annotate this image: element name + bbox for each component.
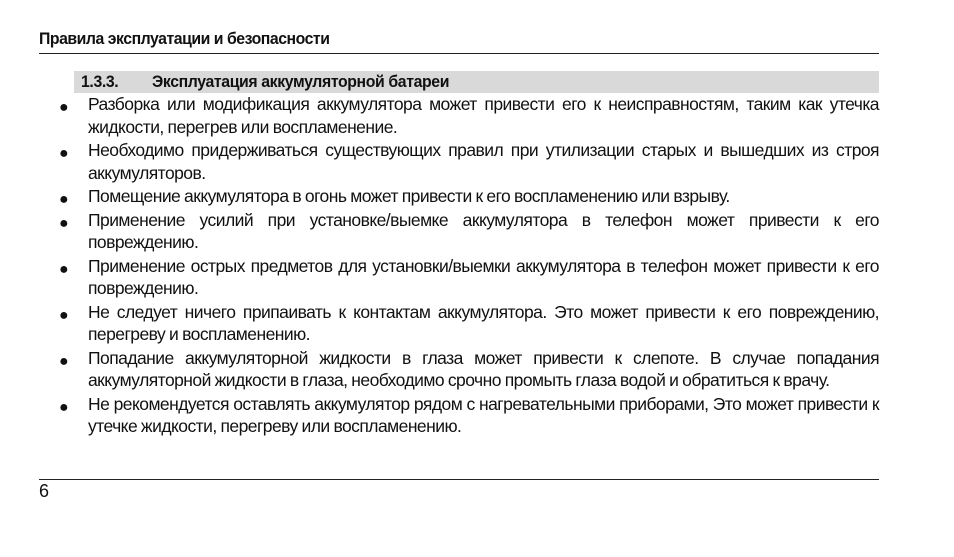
list-item-text: Помещение аккумулятора в огонь может привести к его воспламенению или взрыву. bbox=[88, 186, 730, 206]
list-item-text: Разборка или модификация аккумулятора может привести его к неисправностям, таким как утечка жидкости, перегрев или воспламенение. bbox=[88, 94, 879, 137]
section-heading bbox=[74, 71, 879, 93]
page-header-title: Правила эксплуатации и безопасности bbox=[39, 29, 330, 48]
bullet-icon: ● bbox=[59, 214, 69, 232]
page-header bbox=[39, 29, 879, 54]
list-item bbox=[57, 393, 879, 438]
bullet-list bbox=[57, 93, 879, 439]
section-title: Эксплуатация аккумуляторной батареи bbox=[152, 72, 450, 91]
page-footer bbox=[39, 479, 879, 501]
list-item bbox=[57, 185, 879, 208]
list-item bbox=[57, 301, 879, 346]
list-item bbox=[57, 347, 879, 392]
list-item-text: Не следует ничего припаивать к контактам аккумулятора. Это может привести к его повреждению, перегреву и воспламенению. bbox=[88, 301, 879, 344]
list-item-text: Попадание аккумуляторной жидкости в глаза может привести к слепоте. В случае попадания аккумуляторной жидкости в глаза, необходимо срочно промыть глаза водой и обратиться к врачу. bbox=[88, 347, 879, 390]
section-number: 1.3.3. bbox=[81, 72, 119, 91]
list-item bbox=[57, 93, 879, 138]
page-number: 6 bbox=[39, 481, 50, 501]
list-item-text: Применение острых предметов для установки/выемки аккумулятора в телефон может привести к его повреждению. bbox=[88, 255, 879, 298]
bullet-icon: ● bbox=[59, 398, 69, 416]
bullet-icon: ● bbox=[59, 145, 69, 162]
bullet-icon: ● bbox=[59, 99, 69, 116]
bullet-icon: ● bbox=[59, 306, 69, 324]
list-item bbox=[57, 139, 879, 184]
list-item-text: Применение усилий при установке/выемке аккумулятора в телефон может привести к его повреждению. bbox=[88, 209, 879, 252]
bullet-icon: ● bbox=[59, 260, 69, 278]
list-item bbox=[57, 209, 879, 254]
bullet-icon: ● bbox=[59, 191, 69, 208]
list-item-text: Не рекомендуется оставлять аккумулятор рядом с нагревательными приборами, Это может привести к утечке жидкости, перегреву или воспламенению. bbox=[88, 393, 879, 436]
bullet-icon: ● bbox=[59, 352, 69, 370]
list-item bbox=[57, 255, 879, 300]
list-item-text: Необходимо придерживаться существующих правил при утилизации старых и вышедших из строя аккумуляторов. bbox=[88, 140, 879, 183]
